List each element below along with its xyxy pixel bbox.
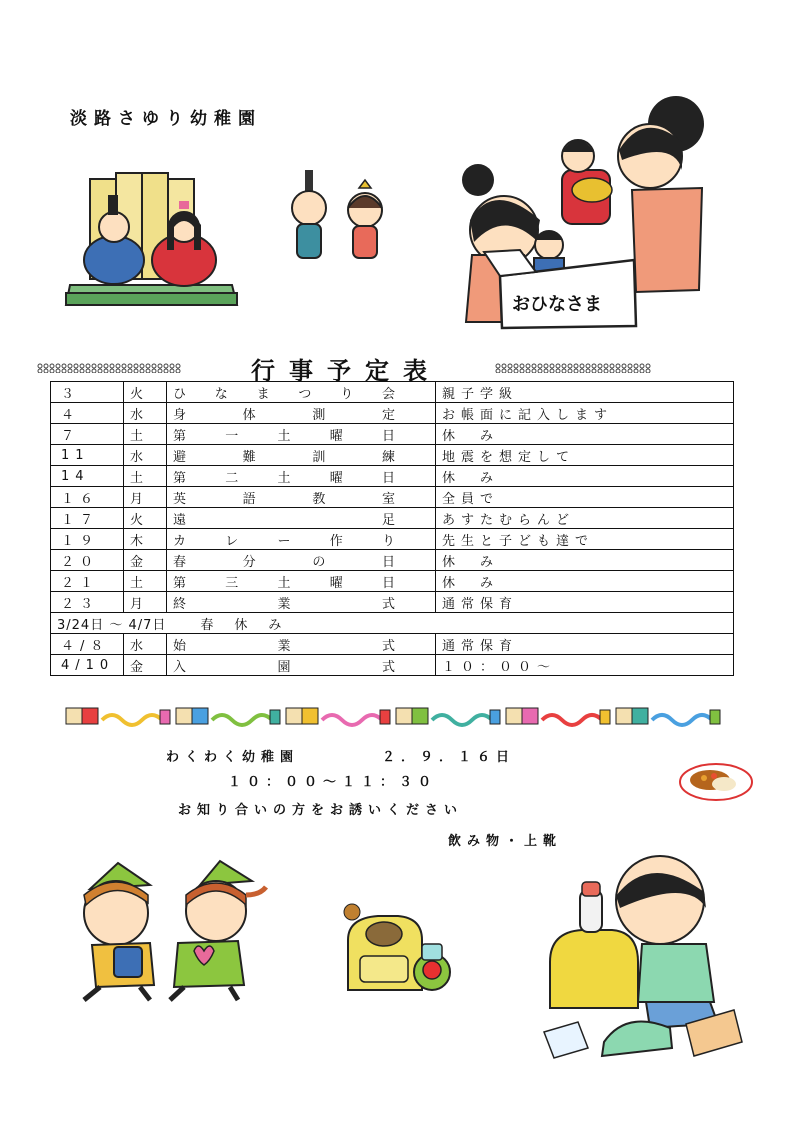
row-event: [167, 445, 436, 466]
row-note: お帳面に記入します: [436, 403, 734, 424]
row-note: １０：００～: [436, 655, 734, 676]
row-note: あすたむらんど: [436, 508, 734, 529]
event-char: な: [214, 386, 228, 402]
event-char: 日: [381, 575, 395, 591]
row-weekday: 水: [124, 403, 167, 424]
spring-break-row: [51, 613, 734, 634]
row-event: [167, 403, 436, 424]
row-note: 先生と子ども達で: [436, 529, 734, 550]
spring-break-cell: [51, 613, 734, 634]
event-char: 園: [277, 659, 291, 675]
row-note: 通常保育: [436, 592, 734, 613]
event-char: 曜: [329, 428, 343, 444]
event-char: 春: [173, 554, 187, 570]
border-motif: [396, 708, 500, 725]
row-event: [167, 592, 436, 613]
event-char: 式: [381, 638, 395, 654]
row-date: 14: [51, 466, 124, 487]
curry-plate-illustration: [676, 760, 756, 804]
event-char: カ: [173, 533, 187, 549]
event-char: 終: [173, 596, 187, 612]
row-note: 休 み: [436, 424, 734, 445]
event-char: ま: [256, 386, 270, 402]
schedule-row: [51, 382, 734, 403]
row-date: ４/８: [51, 634, 124, 655]
event-char: 訓: [312, 449, 326, 465]
event-char: 避: [173, 449, 187, 465]
art-supplies-border: [64, 700, 724, 736]
invite-text: お知り合いの方をお誘いください: [178, 803, 464, 818]
row-date: ７: [51, 424, 124, 445]
schedule-row: [51, 655, 734, 676]
event-char: 日: [381, 470, 395, 486]
row-note: 全員で: [436, 487, 734, 508]
row-date: １７: [51, 508, 124, 529]
row-note: 休 み: [436, 466, 734, 487]
row-event: [167, 424, 436, 445]
event-char: 遠: [173, 512, 187, 528]
row-date: ２３: [51, 592, 124, 613]
row-weekday: 土: [124, 466, 167, 487]
row-date: 11: [51, 445, 124, 466]
event-char: 業: [277, 638, 291, 654]
event-char: 土: [277, 470, 291, 486]
row-weekday: 火: [124, 508, 167, 529]
row-weekday: 土: [124, 571, 167, 592]
border-motif: [286, 708, 390, 725]
children-unpacking-dolls-illustration: [444, 80, 714, 342]
event-char: 定: [381, 407, 395, 423]
event-char: 業: [277, 596, 291, 612]
event-char: 入: [173, 659, 187, 675]
spring-break-range: 3/24日 ～ 4/7日: [57, 617, 167, 633]
schedule-row: [51, 508, 734, 529]
row-weekday: 月: [124, 592, 167, 613]
row-note: 地震を想定して: [436, 445, 734, 466]
event-time: １０：００～１１：３０: [228, 775, 438, 790]
row-date: ４: [51, 403, 124, 424]
event-char: 日: [381, 428, 395, 444]
box-label: おひなさま: [512, 294, 602, 315]
event-char: 式: [381, 596, 395, 612]
event-char: 語: [242, 491, 256, 507]
schedule-row: [51, 487, 734, 508]
row-event: [167, 466, 436, 487]
event-char: 曜: [329, 575, 343, 591]
event-char: 第: [173, 575, 187, 591]
schedule-row: [51, 445, 734, 466]
kokeshi-dolls-illustration: [283, 168, 393, 268]
event-char: 室: [381, 491, 395, 507]
event-char: 体: [242, 407, 256, 423]
row-event: [167, 571, 436, 592]
row-weekday: 火: [124, 382, 167, 403]
schedule-title-bar: [36, 355, 656, 385]
row-event: [167, 655, 436, 676]
schedule-row: [51, 466, 734, 487]
event-char: 始: [173, 638, 187, 654]
row-event: [167, 550, 436, 571]
event-char: つ: [298, 386, 312, 402]
schedule-row: [51, 592, 734, 613]
row-weekday: 水: [124, 634, 167, 655]
border-motif: [66, 708, 170, 725]
row-event: [167, 508, 436, 529]
event-char: 足: [381, 512, 395, 528]
row-weekday: 金: [124, 655, 167, 676]
backpack-illustration: [338, 900, 456, 1000]
row-date: ２１: [51, 571, 124, 592]
event-char: 二: [225, 470, 239, 486]
event-char: レ: [225, 533, 239, 549]
event-char: ひ: [173, 386, 187, 402]
row-event: [167, 382, 436, 403]
row-note: 休 み: [436, 550, 734, 571]
schedule-row: [51, 571, 734, 592]
school-name: 淡路さゆり幼稚園: [70, 109, 262, 129]
event-char: 第: [173, 428, 187, 444]
event-char: 英: [173, 491, 187, 507]
event-char: 練: [381, 449, 395, 465]
event-char: 三: [225, 575, 239, 591]
bring-items: 飲み物・上靴: [448, 834, 563, 849]
event-char: 分: [242, 554, 256, 570]
event-char: 式: [381, 659, 395, 675]
event-char: 難: [242, 449, 256, 465]
row-note: 通常保育: [436, 634, 734, 655]
row-note: 親子学級: [436, 382, 734, 403]
event-name: わくわく幼稚園: [166, 750, 300, 765]
row-event: [167, 634, 436, 655]
schedule-table: [50, 381, 734, 676]
event-char: 土: [277, 575, 291, 591]
event-char: 教: [312, 491, 326, 507]
schedule-row: [51, 529, 734, 550]
boy-packing-bag-illustration: [538, 852, 754, 1064]
left-dots-decoration: [36, 363, 186, 373]
event-char: 身: [173, 407, 187, 423]
row-date: ３: [51, 382, 124, 403]
row-weekday: 月: [124, 487, 167, 508]
event-char: ー: [277, 533, 291, 549]
event-char: り: [340, 386, 354, 402]
border-motif: [176, 708, 280, 725]
event-char: 一: [225, 428, 239, 444]
event-char: 測: [312, 407, 326, 423]
border-motif: [506, 708, 610, 725]
row-date: 4/10: [51, 655, 124, 676]
event-char: 土: [277, 428, 291, 444]
event-char: 会: [381, 386, 395, 402]
row-weekday: 金: [124, 550, 167, 571]
right-dots-decoration: [494, 363, 654, 373]
event-char: り: [381, 533, 395, 549]
row-weekday: 水: [124, 445, 167, 466]
schedule-title: 行事予定表: [251, 357, 441, 385]
row-note: 休 み: [436, 571, 734, 592]
row-weekday: 土: [124, 424, 167, 445]
schedule-row: [51, 550, 734, 571]
schedule-row: [51, 403, 734, 424]
border-motif: [616, 708, 720, 725]
row-event: [167, 529, 436, 550]
schedule-row: [51, 634, 734, 655]
row-date: １６: [51, 487, 124, 508]
row-event: [167, 487, 436, 508]
event-char: の: [312, 554, 326, 570]
event-char: 日: [381, 554, 395, 570]
hina-dolls-illustration: [62, 165, 242, 315]
event-char: 曜: [329, 470, 343, 486]
schedule-row: [51, 424, 734, 445]
event-date: ２．９．１６日: [382, 750, 516, 765]
row-weekday: 木: [124, 529, 167, 550]
row-date: １９: [51, 529, 124, 550]
walking-children-illustration: [70, 855, 270, 1005]
event-char: 作: [329, 533, 343, 549]
row-date: ２０: [51, 550, 124, 571]
spring-break-label: 春 休 み: [200, 617, 286, 633]
event-char: 第: [173, 470, 187, 486]
